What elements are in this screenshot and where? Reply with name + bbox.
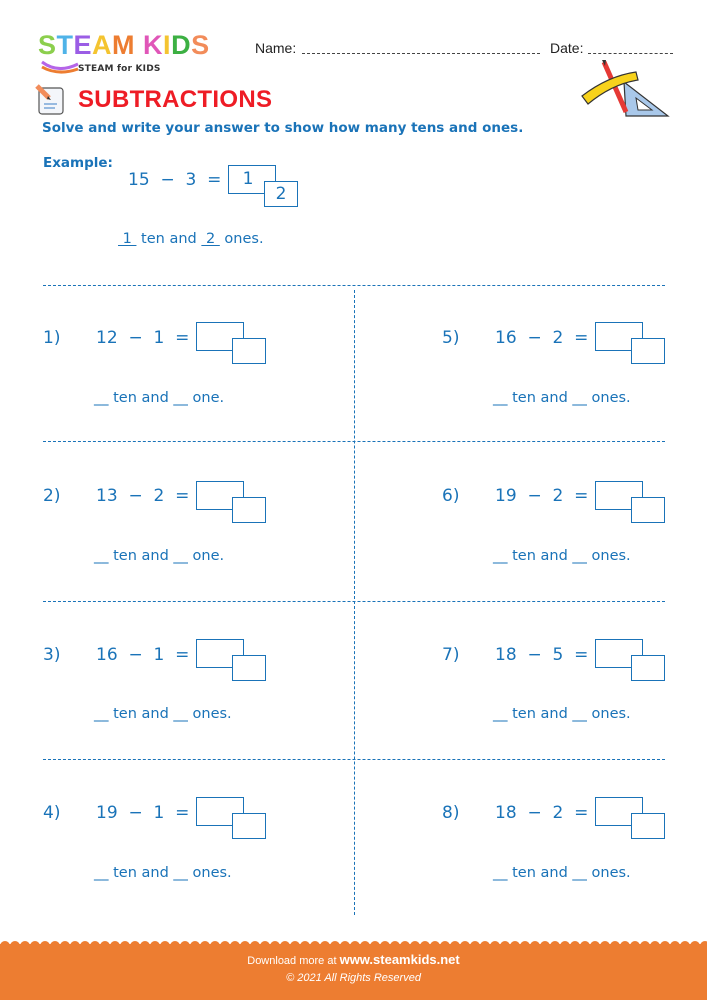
- instructions: Solve and write your answer to show how many tens and ones.: [42, 120, 524, 136]
- answer-boxes: [196, 639, 268, 681]
- example-mid-text: ten and: [136, 231, 202, 247]
- logo-letter: S: [38, 30, 57, 60]
- logo-letter: S: [191, 30, 210, 60]
- answer-boxes: [595, 322, 667, 364]
- logo-letter: [135, 30, 143, 60]
- example-label: Example:: [43, 155, 113, 171]
- ruler-pencil-triangle-icon: [578, 60, 676, 118]
- problem-equation: 12 − 1 =: [96, 328, 190, 348]
- problem-equation: 16 − 2 =: [495, 328, 589, 348]
- problem-number: 6): [442, 486, 460, 506]
- problem-number: 1): [43, 328, 61, 348]
- problem-number: 5): [442, 328, 460, 348]
- ones-input[interactable]: [631, 497, 665, 523]
- logo-letter: E: [73, 30, 93, 60]
- problem-equation: 13 − 2 =: [96, 486, 190, 506]
- divider: [43, 285, 665, 286]
- website-link[interactable]: www.steamkids.net: [339, 952, 460, 967]
- problem-equation: 18 − 2 =: [495, 803, 589, 823]
- problem-number: 7): [442, 645, 460, 665]
- footer-download-text: [0, 952, 707, 967]
- problem-equation: 19 − 2 =: [495, 486, 589, 506]
- example-ones-answer: 2: [201, 231, 220, 247]
- steam-kids-logo: [38, 30, 238, 76]
- download-prefix: Download more at: [247, 955, 340, 967]
- answer-boxes: [196, 481, 268, 523]
- worksheet-title: SUBTRACTIONS: [78, 86, 273, 113]
- answer-sentence[interactable]: __ ten and __ one.: [94, 548, 225, 564]
- problem-number: 4): [43, 803, 61, 823]
- column-divider: [354, 290, 355, 915]
- tens-value: 1: [242, 169, 254, 189]
- answer-boxes: [595, 797, 667, 839]
- answer-sentence[interactable]: __ ten and __ ones.: [493, 865, 631, 881]
- logo-wordmark: [38, 30, 210, 60]
- ones-input[interactable]: [631, 655, 665, 681]
- name-label: Name:: [255, 40, 297, 56]
- logo-tagline: STEAM for KIDS: [78, 64, 161, 74]
- example-answer-sentence: [118, 231, 264, 247]
- answer-sentence[interactable]: __ ten and __ ones.: [94, 706, 232, 722]
- logo-letter: T: [56, 30, 74, 60]
- problem-equation: 16 − 1 =: [96, 645, 190, 665]
- logo-letter: A: [92, 30, 113, 60]
- footer-copyright: © 2021 All Rights Reserved: [286, 972, 421, 984]
- ones-input[interactable]: [232, 655, 266, 681]
- problem-equation: 18 − 5 =: [495, 645, 589, 665]
- ones-input[interactable]: [232, 338, 266, 364]
- ones-box: 2: [264, 181, 298, 207]
- answer-sentence[interactable]: __ ten and __ ones.: [493, 390, 631, 406]
- ones-input[interactable]: [232, 497, 266, 523]
- date-label: Date:: [550, 40, 584, 56]
- ones-input[interactable]: [631, 338, 665, 364]
- example-end-text: ones.: [219, 231, 264, 247]
- logo-letter: M: [112, 30, 136, 60]
- logo-letter: K: [143, 30, 164, 60]
- answer-boxes: [196, 797, 268, 839]
- answer-boxes: [595, 481, 667, 523]
- date-field[interactable]: [588, 53, 673, 54]
- problem-equation: 19 − 1 =: [96, 803, 190, 823]
- answer-sentence[interactable]: __ ten and __ ones.: [493, 548, 631, 564]
- logo-letter: D: [171, 30, 192, 60]
- example-answer-boxes: [228, 165, 300, 207]
- name-field[interactable]: [302, 53, 540, 54]
- logo-letter: I: [163, 30, 172, 60]
- answer-sentence[interactable]: __ ten and __ ones.: [493, 706, 631, 722]
- problem-number: 8): [442, 803, 460, 823]
- example-equation: 15 − 3 =: [128, 170, 222, 190]
- ones-input[interactable]: [232, 813, 266, 839]
- answer-sentence[interactable]: __ ten and __ one.: [94, 390, 225, 406]
- worksheet-pencil-icon: [33, 82, 67, 116]
- logo-swoosh-icon: [40, 60, 80, 74]
- problem-number: 3): [43, 645, 61, 665]
- ones-input[interactable]: [631, 813, 665, 839]
- problem-number: 2): [43, 486, 61, 506]
- example-tens-answer: 1: [118, 231, 137, 247]
- answer-sentence[interactable]: __ ten and __ ones.: [94, 865, 232, 881]
- answer-boxes: [196, 322, 268, 364]
- answer-boxes: [595, 639, 667, 681]
